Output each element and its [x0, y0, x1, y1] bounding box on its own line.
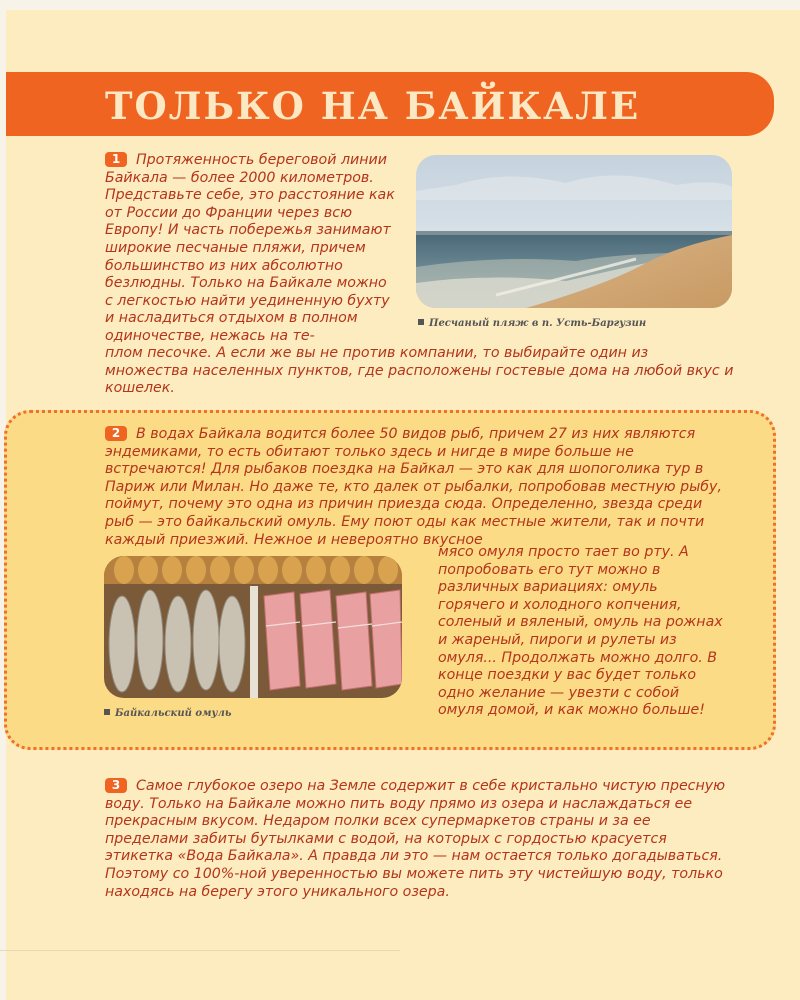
top-margin [0, 0, 800, 10]
section-3-text [105, 778, 735, 901]
section-2-number-badge: 2 [105, 426, 127, 441]
section-2-text [105, 426, 735, 549]
caption-bullet-icon [418, 319, 424, 325]
caption-bullet-icon [104, 709, 110, 715]
section-3-number-badge: 3 [105, 778, 127, 793]
omul-photo-caption: Байкальский омуль [104, 708, 231, 719]
section-1-number-badge: 1 [105, 152, 127, 167]
section-3-text-body: Самое глубокое озеро на Земле содержит в себе кристально чистую пресную воду. Только на Байкале можно пить воду прямо из озера и наслаждаться ее прекрасным вкусом. Недаром полки всех супермаркетов страны и за ее пределами забиты бутылками с водой, на которых с гордостью красуется этикетка «Вода Байкала». А правда ли это — нам остается только догадываться. Поэтому со 100%-ной уверенностью вы можете пить эту чистейшую воду, только находясь на берегу этого уникального озера. [105, 778, 726, 900]
section-1-text [105, 152, 397, 346]
section-2-text-continued: мясо омуля просто тает во рту. А попробовать его тут можно в различных вариациях: омуль горячего и холодного копчения, соленый и вяленый, омуль на рожнах и жареный, пироги и рулеты из омуля... Продолжать можно долго. В конце поездки у вас будет только одно желание — увезти с собой омуля домой, и как можно больше! [438, 544, 723, 719]
section-1-text-continued: плом песочке. А если же вы не против компании, то выбирайте один из множества населенных пунктов, где расположены гостевые дома на любой вкус и кошелек. [105, 345, 734, 397]
section-2-text-full: В водах Байкала водится более 50 видов рыб, причем 27 из них являются эндемиками, то есть обитают только здесь и нигде в мире больше не встречаются! Для рыбаков поездка на Байкал — это как для шопоголика тур в Париж или Милан. Но даже те, кто далек от рыбалки, попробовав местную рыбу, поймут, почему это одна из причин приезда сюда. Определенно, звезда среди рыб — это байкальский омуль. Ему поют оды как местные жители, так и почти каждый приезжий. Нежное и невероятно вкусное [105, 426, 722, 548]
page-title: ТОЛЬКО НА БАЙКАЛЕ [105, 84, 641, 128]
beach-photo-caption: Песчаный пляж в п. Усть-Баргузин [418, 318, 646, 329]
section-1-text-wrapped: Протяженность береговой линии Байкала — более 2000 километров. Представьте себе, это расстояние как от России до Франции через всю Европу! И часть побережья занимают широкие песчаные пляжи, причем большинство из них абсолютно безлюдны. Только на Байкале можно с легкостью найти уединенную бухту и насладиться отдыхом в полном одиночестве, нежась на те- [105, 152, 395, 344]
omul-fish-photo [104, 556, 402, 698]
omul-fish-photo-image [104, 556, 402, 698]
beach-photo-image [416, 155, 732, 308]
footer-divider [0, 950, 400, 951]
beach-photo [416, 155, 732, 308]
